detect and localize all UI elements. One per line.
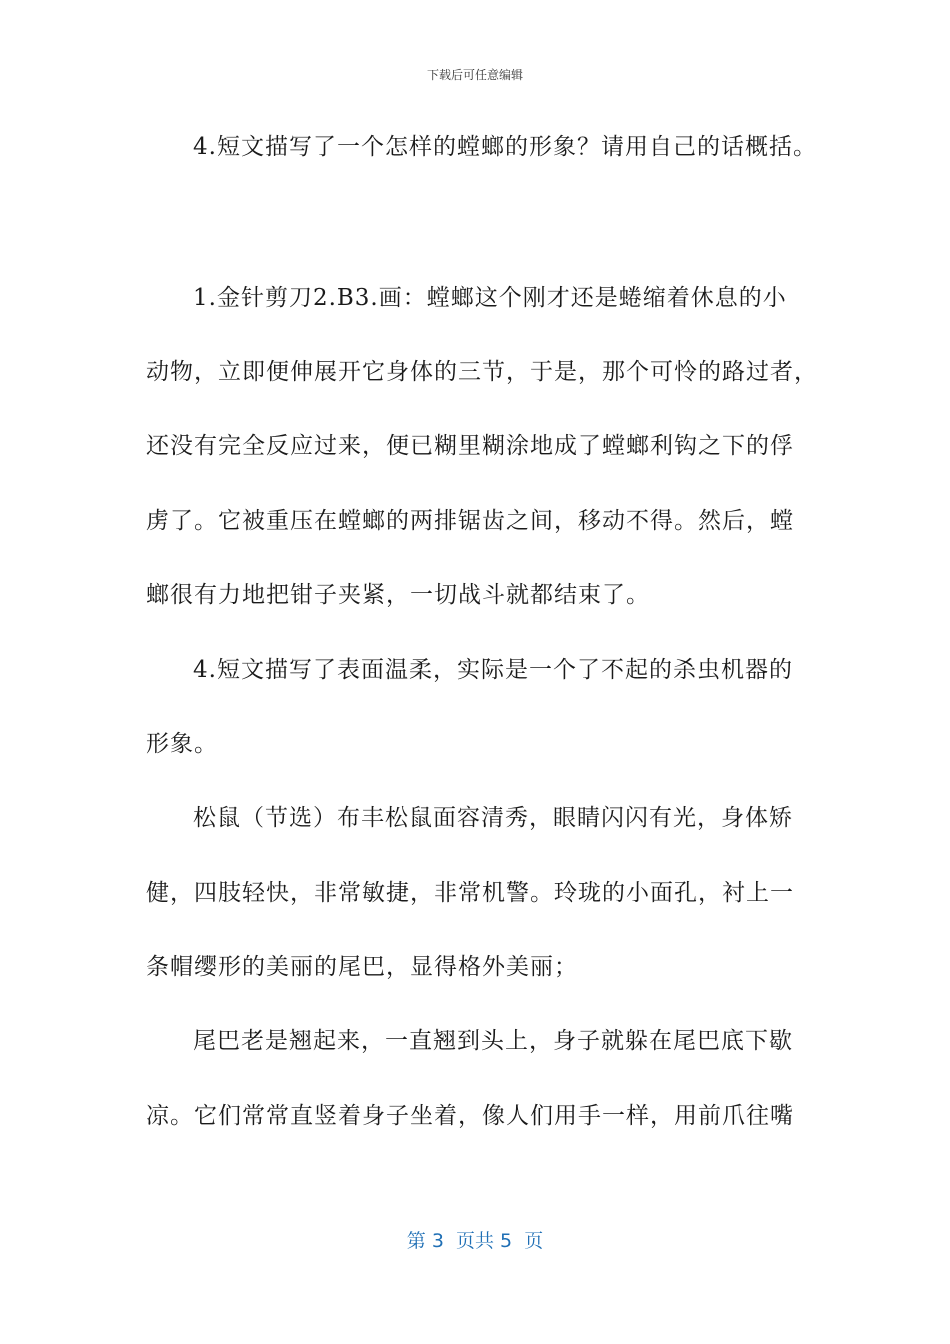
- answer-4-line-2: 形象。: [146, 731, 218, 757]
- answer-line-1: 1.金针剪刀2.B3.画：螳螂这个刚才还是蜷缩着休息的小: [193, 285, 787, 311]
- passage-line-4: 尾巴老是翘起来，一直翘到头上，身子就躲在尾巴底下歇: [193, 1028, 793, 1054]
- answer-4-line-1: 4.短文描写了表面温柔，实际是一个了不起的杀虫机器的: [193, 657, 793, 683]
- passage-line-2: 健，四肢轻快，非常敏捷，非常机警。玲珑的小面孔，衬上一: [146, 880, 794, 906]
- passage-line-5: 凉。它们常常直竖着身子坐着，像人们用手一样，用前爪往嘴: [146, 1103, 794, 1129]
- answer-line-2: 动物，立即便伸展开它身体的三节，于是，那个可怜的路过者，: [146, 359, 818, 385]
- page-number-footer: 第 3 页共 5 页: [406, 1230, 544, 1252]
- question-line: 4.短文描写了一个怎样的螳螂的形象？请用自己的话概括。: [193, 134, 817, 160]
- page-header: 下载后可任意编辑: [426, 68, 523, 82]
- passage-line-3: 条帽缨形的美丽的尾巴，显得格外美丽；: [146, 954, 578, 980]
- passage-line-1: 松鼠（节选）布丰松鼠面容清秀，眼睛闪闪有光，身体矫: [193, 805, 793, 831]
- answer-line-4: 虏了。它被重压在螳螂的两排锯齿之间，移动不得。然后，螳: [146, 508, 794, 534]
- answer-line-5: 螂很有力地把钳子夹紧，一切战斗就都结束了。: [146, 582, 650, 608]
- answer-line-3: 还没有完全反应过来，便已糊里糊涂地成了螳螂利钩之下的俘: [146, 433, 794, 459]
